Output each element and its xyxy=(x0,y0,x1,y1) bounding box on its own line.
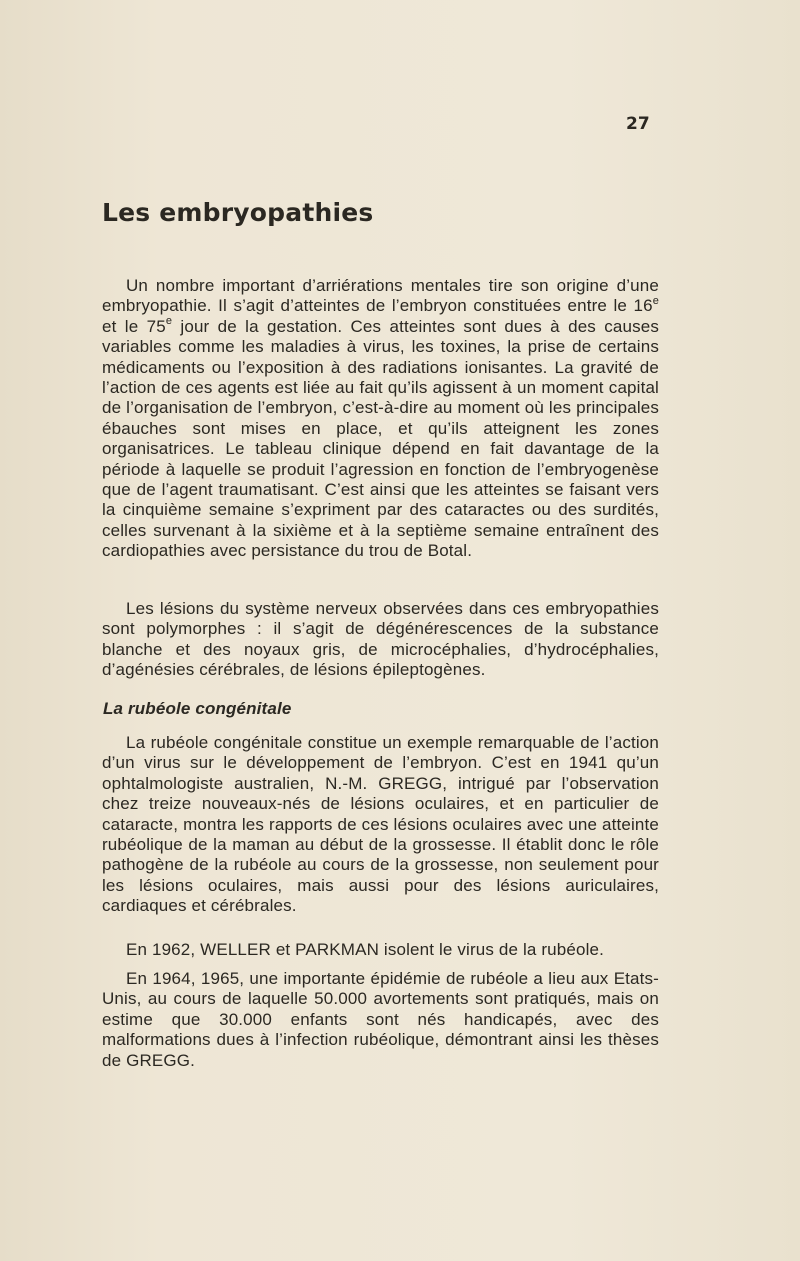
superscript-e: e xyxy=(165,315,173,328)
paragraph-rubella-example: La rubéole congénitale constitue un exemple remarquable de l’action d’un virus sur le développement de l’embryon. C’est en 1941 qu’un ophtalmologiste australien, N.-M. GREGG, intrigué par l’observation chez treize nouveaux-nés de lésions oculaires, et en particulier de cataracte, montra les rapports de ces lésions oculaires avec une atteinte rubéolique de la maman au début de la grossesse. Il établit donc le rôle pathogène de la rubéole au cours de la grossesse, non seulement pour les lésions oculaires, mais aussi pour des lésions auriculaires, cardiaques et cérébrales. xyxy=(102,733,659,916)
superscript-e: e xyxy=(652,294,659,307)
paragraph-virus-isolation: En 1962, WELLER et PARKMAN isolent le virus de la rubéole. xyxy=(126,940,605,959)
paragraph-text-part: et le 75 xyxy=(102,316,166,336)
paragraph-epidemic: En 1964, 1965, une importante épidémie de rubéole a lieu aux Etats-Unis, au cours de laquelle 50.000 avortements sont pratiqués, mais on estime que 30.000 enfants sont nés handicapés, avec des malformations dues à l’infection rubéolique, démontrant ainsi les thèses de GREGG. xyxy=(102,969,659,1070)
page-number: 27 xyxy=(626,114,650,134)
section-title: La rubéole congénitale xyxy=(103,699,292,718)
paragraph-text-part: jour de la gestation. Ces atteintes sont dues à des causes variables comme les maladies à virus, les toxines, la prise de certains médicaments ou l’exposition à des radiations ionisantes. La gravité de l’action de ces agents est liée au fait qu’ils agissent à un moment capital de l’organisation de l’embryon, c’est-à-dire au moment où les principales ébauches sont mises en place, et qu’ils atteignent les zones organisatrices. Le tableau clinique dépend en fait davantage de la période à laquelle se produit l’agression en fonction de l’embryogenèse que de l’agent traumatisant. C’est ainsi que les atteintes se faisant vers la cinquième semaine s’expriment par des cataractes ou des surdités, celles survenant à la sixième et à la septième semaine entraînent des cardiopathies avec persistance du trou de Botal. xyxy=(102,316,660,561)
paragraph-nervous-system-lesions: Les lésions du système nerveux observées dans ces embryopathies sont polymorphes : il s’agit de dégénérescences de la substance blanche et des noyaux gris, de microcéphalies, d’hydrocéphalies, d’agénésies cérébrales, de lésions épileptogènes. xyxy=(102,599,659,680)
paragraph-embryopathy-intro xyxy=(102,276,659,562)
paragraph-text-part: Un nombre important d’arriérations mentales tire son origine d’une embryopathie. Il s’agit d’atteintes de l’embryon constituées entre le 16 xyxy=(102,276,659,316)
chapter-title: Les embryopathies xyxy=(102,198,374,227)
